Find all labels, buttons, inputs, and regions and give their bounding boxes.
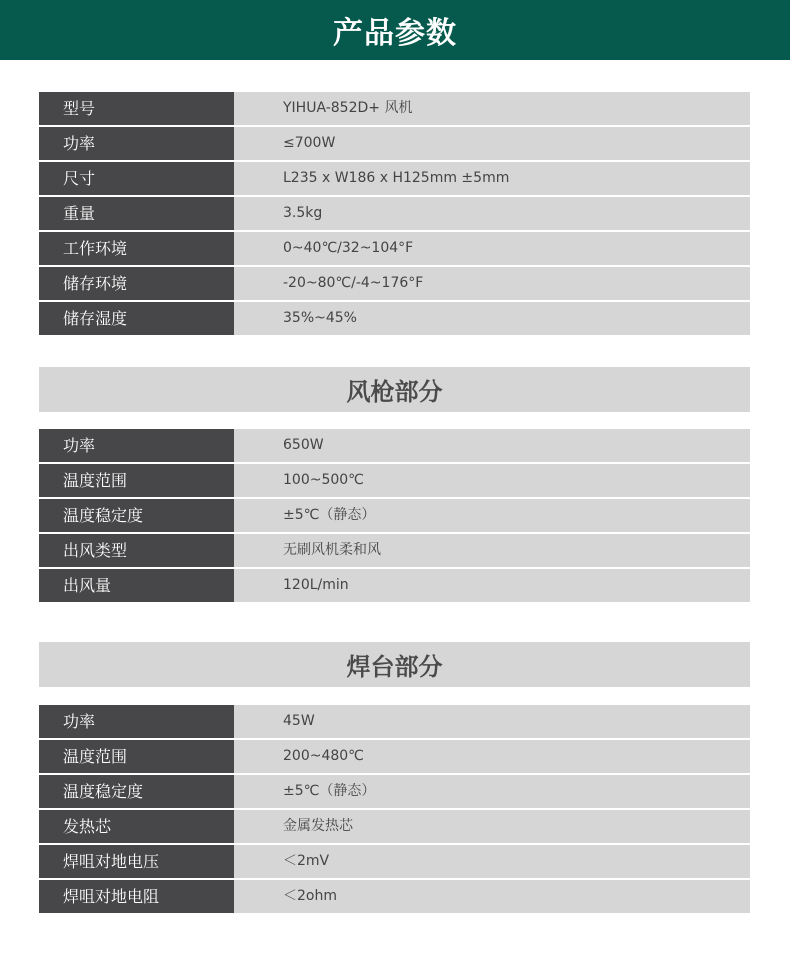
spec-value: 45W bbox=[234, 705, 750, 738]
spec-row-tip-voltage bbox=[39, 845, 750, 878]
spec-row-temp-stability bbox=[39, 499, 750, 532]
spec-label: 温度稳定度 bbox=[39, 775, 234, 808]
spec-label: 功率 bbox=[39, 429, 234, 462]
spec-label: 储存湿度 bbox=[39, 302, 234, 335]
spec-value: ±5℃（静态） bbox=[234, 499, 750, 532]
spec-label: 尺寸 bbox=[39, 162, 234, 195]
spec-value: 100~500℃ bbox=[234, 464, 750, 497]
spec-row-temp-range bbox=[39, 464, 750, 497]
spec-value: ＜2ohm bbox=[234, 880, 750, 913]
spec-value: ＜2mV bbox=[234, 845, 750, 878]
spec-label: 工作环境 bbox=[39, 232, 234, 265]
general-spec-table bbox=[39, 92, 750, 337]
spec-row-power bbox=[39, 705, 750, 738]
spec-value: 0~40℃/32~104°F bbox=[234, 232, 750, 265]
spec-value: ±5℃（静态） bbox=[234, 775, 750, 808]
spec-value: 35%~45% bbox=[234, 302, 750, 335]
spec-row-airflow-type bbox=[39, 534, 750, 567]
spec-row-dimensions bbox=[39, 162, 750, 195]
spec-value: ≤700W bbox=[234, 127, 750, 160]
hot-air-section-header bbox=[39, 367, 750, 412]
hot-air-spec-table bbox=[39, 429, 750, 604]
spec-row-temp-stability bbox=[39, 775, 750, 808]
spec-label: 温度稳定度 bbox=[39, 499, 234, 532]
spec-label: 温度范围 bbox=[39, 740, 234, 773]
spec-value: YIHUA-852D+ 风机 bbox=[234, 92, 750, 125]
spec-label: 焊咀对地电阻 bbox=[39, 880, 234, 913]
section-title: 风枪部分 bbox=[346, 378, 443, 406]
spec-label: 重量 bbox=[39, 197, 234, 230]
section-title: 焊台部分 bbox=[346, 653, 443, 681]
spec-value: 650W bbox=[234, 429, 750, 462]
spec-value: 金属发热芯 bbox=[234, 810, 750, 843]
spec-row-heating-core bbox=[39, 810, 750, 843]
spec-value: L235 x W186 x H125mm ±5mm bbox=[234, 162, 750, 195]
spec-row-airflow-volume bbox=[39, 569, 750, 602]
spec-value: 无刷风机柔和风 bbox=[234, 534, 750, 567]
spec-row-power bbox=[39, 127, 750, 160]
spec-label: 出风量 bbox=[39, 569, 234, 602]
spec-value: 3.5kg bbox=[234, 197, 750, 230]
top-banner bbox=[0, 0, 790, 60]
spec-label: 焊咀对地电压 bbox=[39, 845, 234, 878]
spec-label: 发热芯 bbox=[39, 810, 234, 843]
soldering-section-header bbox=[39, 642, 750, 687]
spec-row-operating-env bbox=[39, 232, 750, 265]
spec-value: 200~480℃ bbox=[234, 740, 750, 773]
spec-row-storage-humidity bbox=[39, 302, 750, 335]
spec-label: 储存环境 bbox=[39, 267, 234, 300]
spec-label: 功率 bbox=[39, 127, 234, 160]
spec-label: 出风类型 bbox=[39, 534, 234, 567]
soldering-spec-table bbox=[39, 705, 750, 915]
spec-row-model bbox=[39, 92, 750, 125]
spec-row-weight bbox=[39, 197, 750, 230]
spec-value: 120L/min bbox=[234, 569, 750, 602]
page-title: 产品参数 bbox=[333, 16, 457, 51]
spec-label: 型号 bbox=[39, 92, 234, 125]
spec-value: -20~80℃/-4~176°F bbox=[234, 267, 750, 300]
spec-row-storage-env bbox=[39, 267, 750, 300]
spec-row-tip-resistance bbox=[39, 880, 750, 913]
spec-row-temp-range bbox=[39, 740, 750, 773]
spec-row-power bbox=[39, 429, 750, 462]
spec-label: 温度范围 bbox=[39, 464, 234, 497]
spec-label: 功率 bbox=[39, 705, 234, 738]
